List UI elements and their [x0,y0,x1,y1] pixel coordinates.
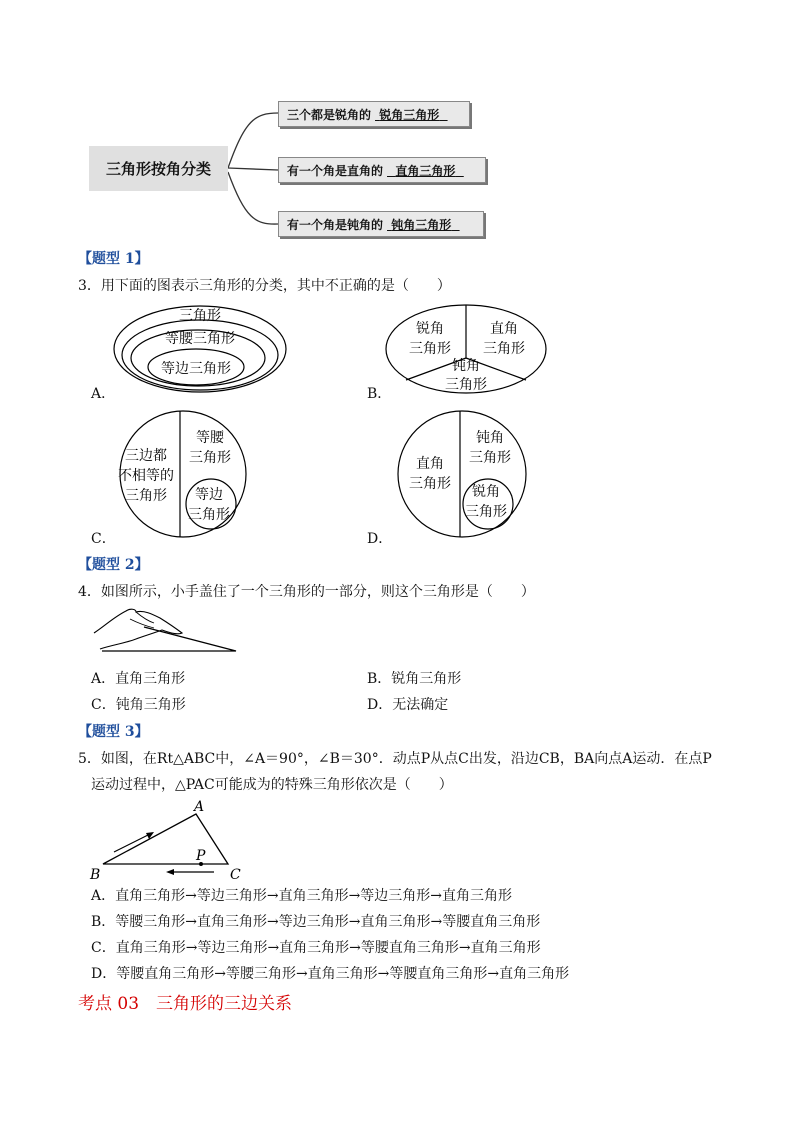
option-c-label: C． [91,531,116,547]
q5-option-d: D．等腰直角三角形→等腰三角形→直角三角形→等腰直角三角形→直角三角形 [91,966,570,982]
diag-d-inner-2: 三角形 [465,504,507,520]
question-4: 4．如图所示，小手盖住了一个三角形的一部分，则这个三角形是（ ） [78,584,535,600]
diag-d-left-2: 三角形 [409,476,451,492]
mindmap-branch-right [278,157,486,183]
vertex-a-label: A [194,799,205,815]
diag-b-left-2: 三角形 [409,341,451,357]
diag-a-middle-label: 等腰三角形 [165,331,235,347]
diag-b-left-1: 锐角 [416,321,444,337]
branch-obtuse-answer: 钝角三角形 [391,217,452,232]
q5-option-a: A．直角三角形→等边三角形→直角三角形→等边三角形→直角三角形 [91,888,513,904]
branch-right-prefix: 有一个角是直角的 [287,163,384,178]
diagram-b [384,303,548,395]
diag-c-left-3: 三角形 [125,488,167,504]
diag-c-right-1: 等腰 [196,430,224,446]
vertex-b-label: B [90,867,101,882]
diag-b-bottom-1: 钝角 [452,358,480,374]
option-b-label: B． [367,386,392,402]
hand-icon [94,609,182,649]
q5-option-c: C．直角三角形→等边三角形→直角三角形→等腰直角三角形→直角三角形 [91,940,541,956]
q4-option-b: B．锐角三角形 [367,671,462,687]
diag-a-outer-label: 三角形 [179,308,221,324]
diag-b-right-2: 三角形 [483,341,525,357]
diag-b-bottom-2: 三角形 [445,377,487,393]
diagram-d [396,408,528,540]
branch-acute-prefix: 三个都是锐角的 [287,107,372,122]
point-p-label: P [196,848,206,864]
diagram-c [118,408,248,540]
diag-d-left-1: 直角 [416,456,444,472]
option-a-label: A． [91,386,116,402]
diagram-a [110,303,290,395]
q4-option-a: A．直角三角形 [91,671,186,687]
q4-option-c: C．钝角三角形 [91,697,186,713]
q4-option-d: D．无法确定 [367,697,449,713]
vertex-c-label: C [230,867,241,882]
diag-c-right-2: 三角形 [189,450,231,466]
mindmap-branch-obtuse [278,211,484,237]
question-3: 3．用下面的图表示三角形的分类，其中不正确的是（ ） [78,278,451,294]
diag-c-left-2: 不相等的 [118,468,174,484]
question-5-line1: 5．如图，在Rt△ABC中，∠A＝90°，∠B＝30°．动点P从点C出发，沿边CB，BA向点A运动．在点P [78,751,712,767]
diag-d-right-2: 三角形 [469,450,511,466]
mindmap-branch-acute [278,101,470,127]
type1-tag: 【题型 1】 [78,251,149,267]
option-d-label: D． [367,531,393,547]
diag-d-right-1: 钝角 [476,430,504,446]
branch-acute-answer: 锐角三角形 [379,107,440,122]
diag-d-inner-1: 锐角 [472,484,500,500]
triangle-abc-figure [88,796,248,882]
question-5-line2: 运动过程中，△PAC可能成为的特殊三角形依次是（ ） [91,777,453,793]
type2-tag: 【题型 2】 [78,557,149,573]
mindmap-root: 三角形按角分类 [89,146,228,191]
branch-right-answer: 直角三角形 [395,163,456,178]
type3-tag: 【题型 3】 [78,724,149,740]
branch-obtuse-prefix: 有一个角是钝角的 [287,217,384,232]
diag-c-inner-1: 等边 [195,487,223,503]
q5-option-b: B．等腰三角形→直角三角形→等边三角形→直角三角形→等腰直角三角形 [91,914,541,930]
diag-c-inner-2: 三角形 [188,507,230,523]
diag-a-inner-label: 等边三角形 [161,361,231,377]
diag-c-left-1: 三边都 [125,448,167,464]
diag-b-right-1: 直角 [490,321,518,337]
section-heading: 考点 03 三角形的三边关系 [78,994,293,1014]
hand-triangle-figure [92,603,242,655]
